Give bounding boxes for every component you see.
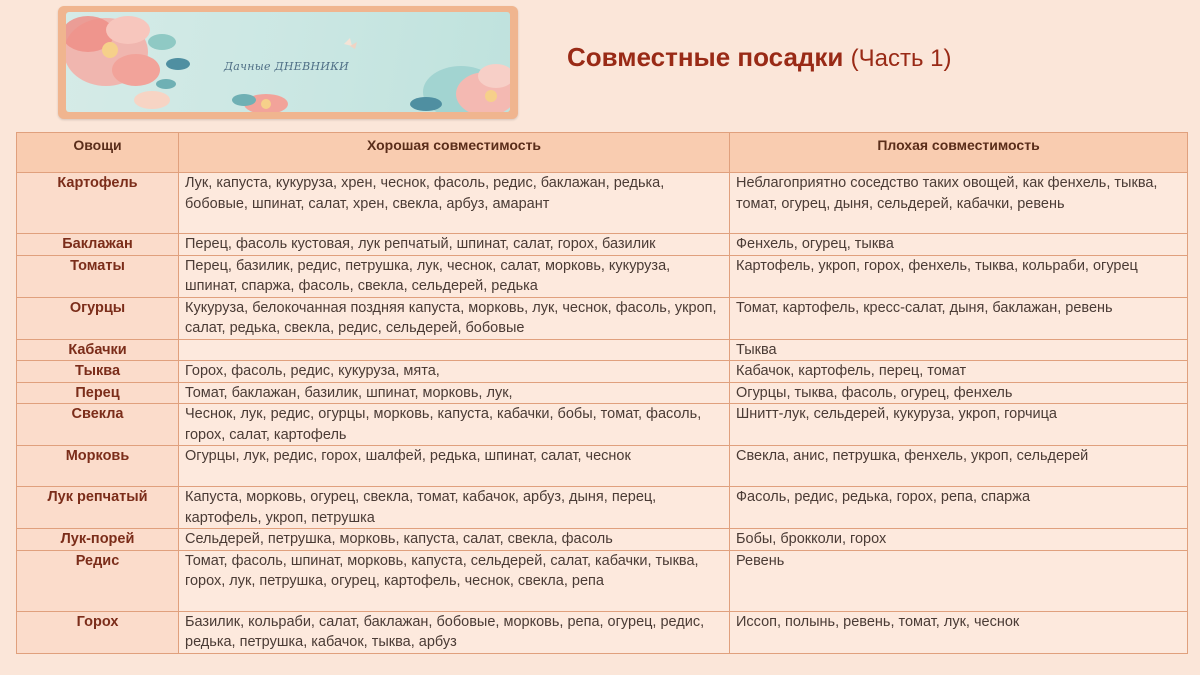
header-good-compatibility: Хорошая совместимость	[179, 133, 730, 173]
bad-compatibility: Картофель, укроп, горох, фенхель, тыква, кольраби, огурец	[730, 255, 1188, 297]
vegetable-name: Картофель	[17, 173, 179, 234]
good-compatibility: Чеснок, лук, редис, огурцы, морковь, капуста, кабачки, бобы, томат, фасоль, горох, салат, картофель	[179, 404, 730, 446]
vegetable-name: Кабачки	[17, 339, 179, 361]
bad-compatibility: Огурцы, тыква, фасоль, огурец, фенхель	[730, 382, 1188, 404]
banner-image	[66, 12, 510, 112]
bad-compatibility: Свекла, анис, петрушка, фенхель, укроп, сельдерей	[730, 446, 1188, 487]
vegetable-name: Томаты	[17, 255, 179, 297]
good-compatibility: Огурцы, лук, редис, горох, шалфей, редька, шпинат, салат, чеснок	[179, 446, 730, 487]
vegetable-name: Редис	[17, 550, 179, 611]
table-row	[17, 382, 1188, 404]
vegetable-name: Свекла	[17, 404, 179, 446]
bad-compatibility: Фенхель, огурец, тыква	[730, 234, 1188, 256]
good-compatibility: Лук, капуста, кукуруза, хрен, чеснок, фасоль, редис, баклажан, редька, бобовые, шпинат, салат, хрен, свекла, арбуз, амарант	[179, 173, 730, 234]
table-row	[17, 487, 1188, 529]
bad-compatibility: Шнитт-лук, сельдерей, кукуруза, укроп, горчица	[730, 404, 1188, 446]
table-row	[17, 255, 1188, 297]
bad-compatibility: Ревень	[730, 550, 1188, 611]
page-title-main: Совместные посадки	[567, 42, 844, 72]
vegetable-name: Перец	[17, 382, 179, 404]
good-compatibility: Кукуруза, белокочанная поздняя капуста, морковь, лук, чеснок, фасоль, укроп, салат, редька, свекла, редис, сельдерей, бобовые	[179, 297, 730, 339]
table-header-row	[17, 133, 1188, 173]
table-row	[17, 446, 1188, 487]
header-vegetables: Овощи	[17, 133, 179, 173]
good-compatibility: Горох, фасоль, редис, кукуруза, мята,	[179, 361, 730, 383]
bad-compatibility: Фасоль, редис, редька, горох, репа, спаржа	[730, 487, 1188, 529]
table-row	[17, 550, 1188, 611]
page-title-sub: (Часть 1)	[850, 45, 952, 72]
page-title	[567, 42, 952, 73]
vegetable-name: Морковь	[17, 446, 179, 487]
good-compatibility: Базилик, кольраби, салат, баклажан, бобовые, морковь, репа, огурец, редис, редька, петрушка, кабачок, тыква, арбуз	[179, 611, 730, 653]
good-compatibility	[179, 339, 730, 361]
table-row	[17, 361, 1188, 383]
vegetable-name: Тыква	[17, 361, 179, 383]
good-compatibility: Перец, базилик, редис, петрушка, лук, чеснок, салат, морковь, кукуруза, шпинат, спаржа, фасоль, свекла, сельдерей, редька	[179, 255, 730, 297]
bad-compatibility: Иссоп, полынь, ревень, томат, лук, чеснок	[730, 611, 1188, 653]
banner-caption: Дачные ДНЕВНИКИ	[224, 60, 349, 73]
good-compatibility: Перец, фасоль кустовая, лук репчатый, шпинат, салат, горох, базилик	[179, 234, 730, 256]
vegetable-name: Лук-порей	[17, 529, 179, 551]
header-bad-compatibility: Плохая совместимость	[730, 133, 1188, 173]
bad-compatibility: Тыква	[730, 339, 1188, 361]
table-row	[17, 234, 1188, 256]
good-compatibility: Капуста, морковь, огурец, свекла, томат, кабачок, арбуз, дыня, перец, картофель, укроп, петрушка	[179, 487, 730, 529]
table-row	[17, 297, 1188, 339]
vegetable-name: Огурцы	[17, 297, 179, 339]
banner	[58, 6, 518, 119]
bad-compatibility: Бобы, брокколи, горох	[730, 529, 1188, 551]
table-row	[17, 173, 1188, 234]
table-row	[17, 404, 1188, 446]
vegetable-name: Баклажан	[17, 234, 179, 256]
table-row	[17, 611, 1188, 653]
bad-compatibility: Томат, картофель, кресс-салат, дыня, баклажан, ревень	[730, 297, 1188, 339]
good-compatibility: Сельдерей, петрушка, морковь, капуста, салат, свекла, фасоль	[179, 529, 730, 551]
table-row	[17, 339, 1188, 361]
compatibility-table	[16, 132, 1188, 654]
bad-compatibility: Неблагоприятно соседство таких овощей, как фенхель, тыква, томат, огурец, дыня, сельдерей, кабачки, ревень	[730, 173, 1188, 234]
good-compatibility: Томат, баклажан, базилик, шпинат, морковь, лук,	[179, 382, 730, 404]
table-row	[17, 529, 1188, 551]
vegetable-name: Лук репчатый	[17, 487, 179, 529]
good-compatibility: Томат, фасоль, шпинат, морковь, капуста, сельдерей, салат, кабачки, тыква, горох, лук, петрушка, огурец, картофель, чеснок, свекла, репа	[179, 550, 730, 611]
vegetable-name: Горох	[17, 611, 179, 653]
bad-compatibility: Кабачок, картофель, перец, томат	[730, 361, 1188, 383]
